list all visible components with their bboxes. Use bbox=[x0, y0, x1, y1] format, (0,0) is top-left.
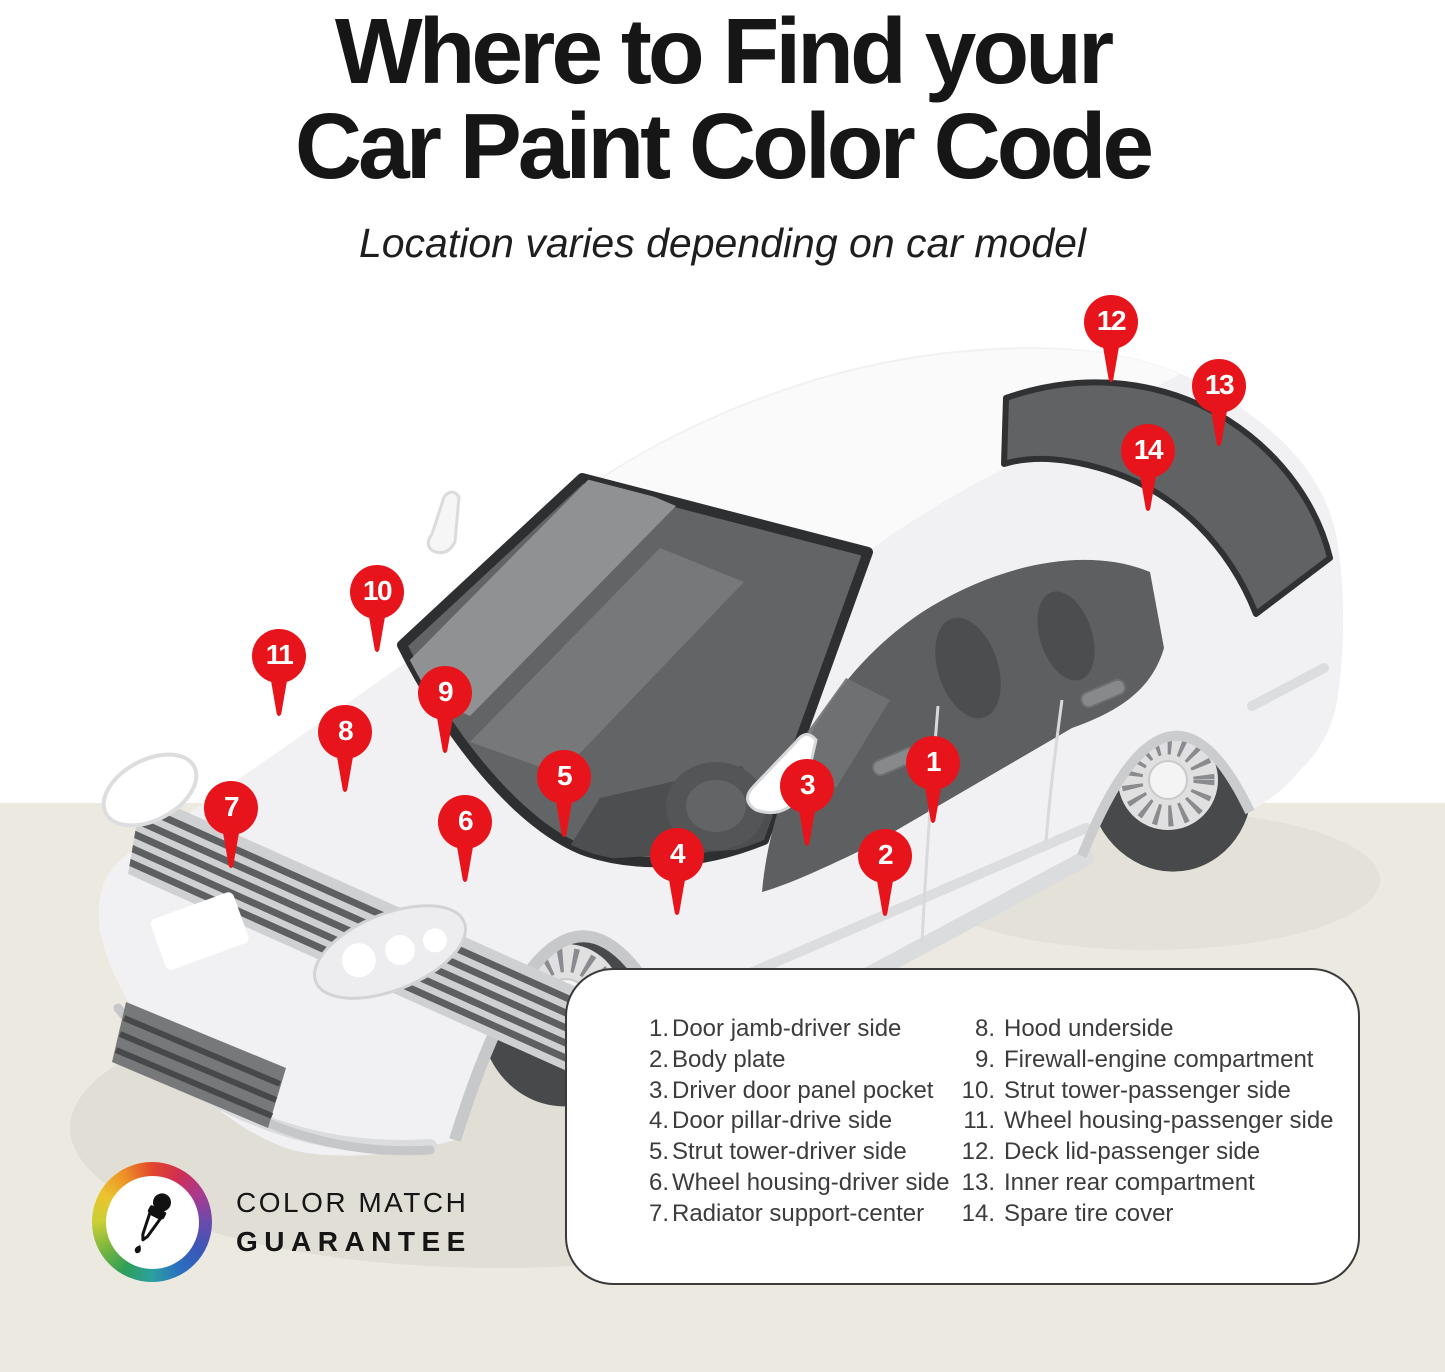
title-line-2: Car Paint Color Code bbox=[294, 94, 1151, 198]
pin-number: 5 bbox=[556, 760, 572, 791]
pin-number: 11 bbox=[265, 639, 293, 670]
header bbox=[0, 0, 1445, 267]
legend-item-7: 7. Radiator support-center bbox=[648, 1199, 925, 1227]
legend-item-4: 4. Door pillar-drive side bbox=[648, 1107, 893, 1135]
pin-number: 6 bbox=[457, 805, 473, 836]
legend-column-1 bbox=[643, 1014, 950, 1283]
badge-text bbox=[236, 1187, 472, 1258]
legend-item-11: 11. Wheel housing-passenger side bbox=[963, 1107, 1334, 1135]
location-pin-12 bbox=[1083, 294, 1139, 388]
location-pin-11 bbox=[251, 628, 307, 722]
location-pin-5 bbox=[536, 749, 592, 843]
legend-item-12: 12. Deck lid-passenger side bbox=[961, 1138, 1261, 1166]
legend-item-5: 5. Strut tower-driver side bbox=[648, 1138, 907, 1166]
pin-number: 14 bbox=[1133, 434, 1163, 465]
legend-item-14: 14. Spare tire cover bbox=[961, 1199, 1174, 1227]
color-match-badge bbox=[92, 1162, 472, 1282]
legend-item-10: 10. Strut tower-passenger side bbox=[961, 1076, 1291, 1104]
color-wheel-ring bbox=[92, 1162, 212, 1282]
location-pin-10 bbox=[349, 564, 405, 658]
legend-item-9: 9. Firewall-engine compartment bbox=[974, 1045, 1314, 1073]
legend-item-13: 13. Inner rear compartment bbox=[961, 1168, 1255, 1196]
pin-number: 4 bbox=[669, 838, 685, 869]
pin-number: 12 bbox=[1096, 305, 1126, 336]
legend-panel bbox=[565, 968, 1360, 1285]
eyedropper-icon bbox=[120, 1184, 184, 1260]
location-pin-1 bbox=[905, 735, 961, 829]
pin-number: 8 bbox=[337, 715, 353, 746]
location-pin-13 bbox=[1191, 358, 1247, 452]
pin-number: 1 bbox=[925, 746, 941, 777]
pin-number: 7 bbox=[223, 791, 239, 822]
location-pin-9 bbox=[417, 665, 473, 759]
pin-number: 10 bbox=[362, 575, 392, 606]
title-line-1: Where to Find your bbox=[334, 0, 1111, 103]
location-pin-6 bbox=[437, 794, 493, 888]
location-pin-3 bbox=[779, 758, 835, 852]
legend-item-8: 8. Hood underside bbox=[974, 1015, 1174, 1042]
legend-item-1: 1. Door jamb-driver side bbox=[648, 1015, 902, 1042]
location-pin-4 bbox=[649, 827, 705, 921]
location-pin-8 bbox=[317, 704, 373, 798]
legend-item-2: 2. Body plate bbox=[648, 1045, 786, 1073]
badge-subtitle: GUARANTEE bbox=[236, 1225, 472, 1257]
legend-item-6: 6. Wheel housing-driver side bbox=[648, 1168, 950, 1196]
pin-number: 13 bbox=[1204, 369, 1234, 400]
location-pin-7 bbox=[203, 780, 259, 874]
pin-number: 3 bbox=[799, 769, 815, 800]
location-pin-2 bbox=[857, 828, 913, 922]
legend-column-2 bbox=[953, 1014, 1334, 1283]
side-mirror-far bbox=[428, 492, 459, 553]
page-title bbox=[0, 0, 1445, 198]
pin-number: 9 bbox=[437, 676, 453, 707]
badge-title: COLOR MATCH bbox=[236, 1186, 469, 1218]
pin-number: 2 bbox=[877, 839, 893, 870]
badge-inner-circle bbox=[106, 1176, 199, 1269]
subtitle: Location varies depending on car model bbox=[358, 220, 1087, 266]
location-pin-14 bbox=[1120, 423, 1176, 517]
legend-item-3: 3. Driver door panel pocket bbox=[648, 1076, 934, 1104]
